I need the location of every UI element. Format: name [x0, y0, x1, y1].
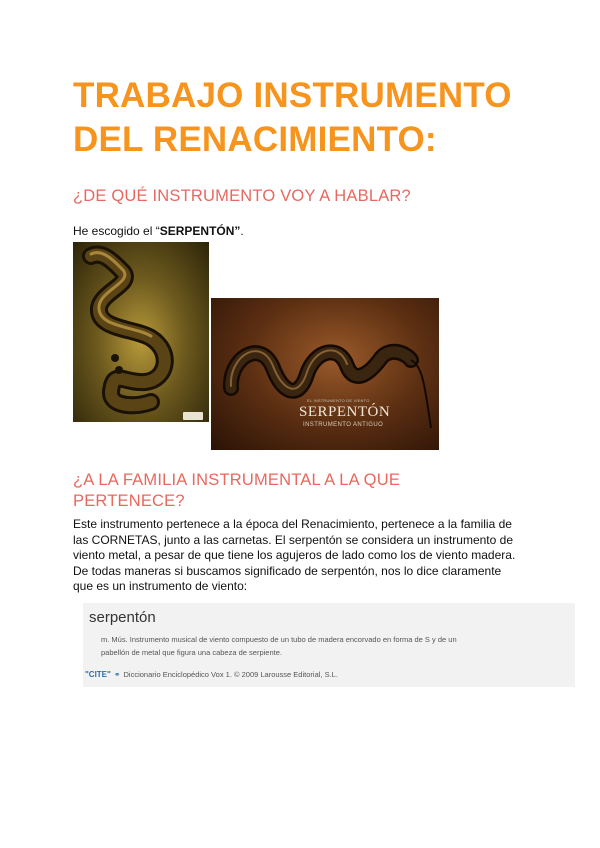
- paragraph-line: Este instrumento pertenece a la época del Renacimiento, pertenece a la familia de: [73, 517, 512, 531]
- title-line-2: DEL RENACIMIENTO:: [73, 120, 437, 159]
- paragraph-line: que es un instrumento de viento:: [73, 579, 248, 593]
- photo-caption-title: SERPENTÓN: [299, 404, 391, 420]
- instrument-name: SERPENTÓN”: [159, 224, 241, 238]
- paragraph-line: las CORNETAS, junto a las carnetas. El serpentón se considera un instrumento de: [73, 532, 513, 547]
- paragraph-line: viento metal, a pesar de que tiene los agujeros de lado como los de viento madera.: [73, 548, 516, 562]
- photo-caption-small: EL INSTRUMENTO DE VIENTO: [307, 398, 370, 403]
- photo-caption-subtitle: INSTRUMENTO ANTIGUO: [303, 422, 384, 428]
- title-line-1: TRABAJO INSTRUMENTO: [73, 76, 512, 115]
- dictionary-definition: m. Mús. Instrumento musical de viento compuesto de un tubo de madera encorvado en forma de S y de un pabellón de metal que figura una cabeza de serpiente.: [101, 635, 457, 657]
- serpent-illustration: [73, 242, 209, 422]
- cite-button[interactable]: "CITE": [85, 670, 111, 679]
- dictionary-citation: [85, 670, 338, 679]
- section-heading-instrument: ¿DE QUÉ INSTRUMENTO VOY A HABLAR?: [73, 187, 411, 205]
- document-title: [73, 74, 573, 162]
- link-icon: ⚭: [113, 670, 121, 679]
- intro-paragraph: [73, 224, 244, 239]
- intro-suffix: .: [240, 224, 244, 238]
- citation-text: Diccionario Enciclopédico Vox 1. © 2009 Larousse Editorial, S.L.: [123, 670, 338, 679]
- serpent-photo-horizontal: [211, 298, 439, 450]
- paragraph-line: De todas maneras si buscamos significado de serpentón, nos lo dice claramente: [73, 563, 502, 578]
- dictionary-word: serpentón: [89, 609, 156, 626]
- section-heading-family: ¿A LA FAMILIA INSTRUMENTAL A LA QUE PERTENECE?: [73, 471, 401, 510]
- family-paragraph: [73, 517, 523, 595]
- intro-prefix: He escogido el “: [73, 224, 160, 238]
- dictionary-entry: [83, 603, 575, 687]
- serpent-photo-vertical: [73, 242, 209, 422]
- stamp-mark: [183, 412, 203, 420]
